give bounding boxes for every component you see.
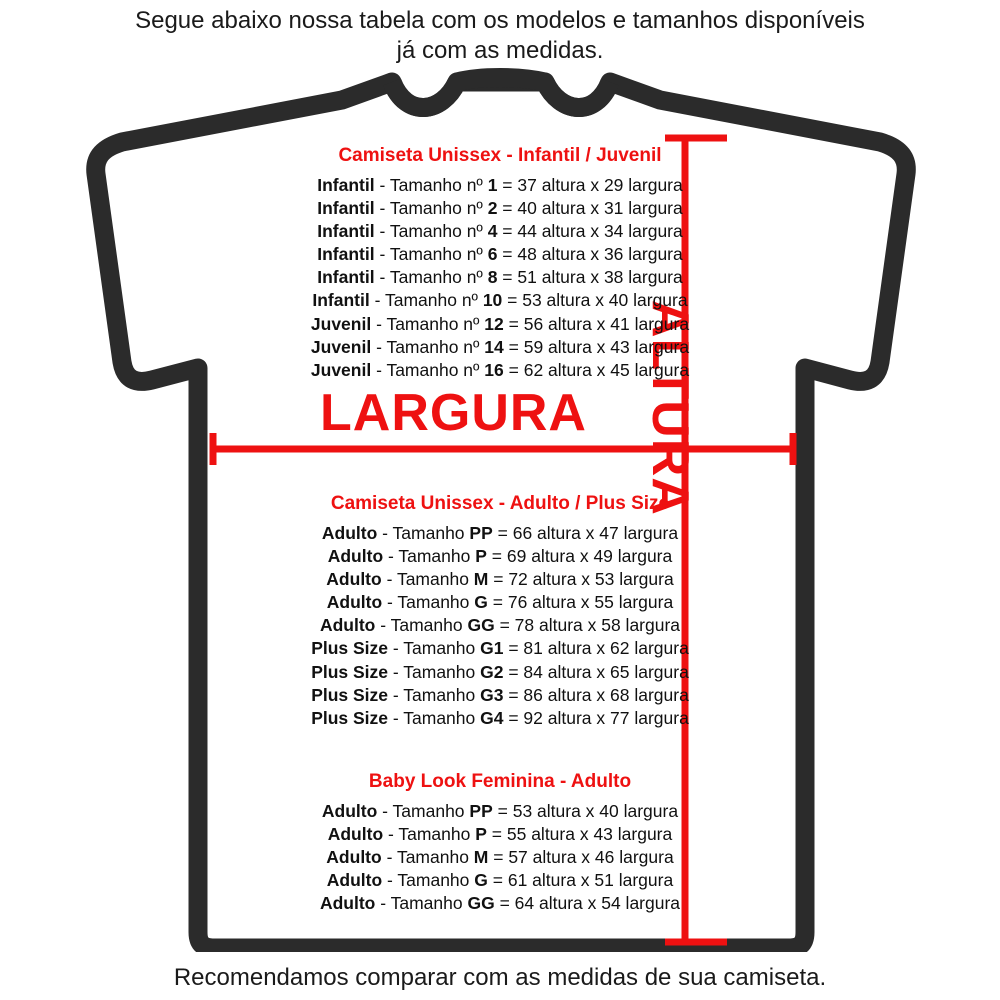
table-row: Infantil - Tamanho nº 4 = 44 altura x 34 largura [317, 221, 683, 242]
table-row: Adulto - Tamanho M = 57 altura x 46 largura [326, 847, 674, 868]
footer-note: Recomendamos comparar com as medidas de sua camiseta. [173, 964, 827, 991]
table-row: Infantil - Tamanho nº 1 = 37 altura x 29 largura [317, 175, 683, 195]
table-title: Camiseta Unissex - Adulto / Plus Size [330, 493, 670, 514]
page-title-line-1: Segue abaixo nossa tabela com os modelos e tamanhos disponíveis [135, 7, 865, 34]
table-row: Juvenil - Tamanho nº 12 = 56 altura x 41 largura [310, 313, 690, 334]
table-row: Adulto - Tamanho PP = 53 altura x 40 largura [321, 801, 679, 821]
table-row: Adulto - Tamanho GG = 64 altura x 54 largura [319, 893, 681, 914]
table-row: Juvenil - Tamanho nº 16 = 62 altura x 45 largura [310, 359, 690, 380]
table-row: Infantil - Tamanho nº 10 = 53 altura x 40 largura [312, 290, 688, 311]
table-row: Plus Size - Tamanho G3 = 86 altura x 68 largura [311, 684, 689, 705]
table-title: Camiseta Unissex - Infantil / Juvenil [338, 145, 662, 166]
table-rows [0, 174, 1000, 382]
table-row: Juvenil - Tamanho nº 14 = 59 altura x 43 largura [310, 336, 690, 357]
table-row: Plus Size - Tamanho G1 = 81 altura x 62 largura [311, 638, 689, 659]
table-title: Baby Look Feminina - Adulto [368, 771, 632, 792]
height-label: ALTURA [641, 300, 699, 516]
table-row: Plus Size - Tamanho G4 = 92 altura x 77 largura [311, 707, 689, 728]
size-table-baby-look-feminina [0, 771, 1000, 915]
table-row: Infantil - Tamanho nº 2 = 40 altura x 31 largura [317, 198, 683, 219]
table-row: Infantil - Tamanho nº 8 = 51 altura x 38 largura [317, 267, 683, 288]
table-row: Adulto - Tamanho G = 61 altura x 51 largura [326, 870, 674, 891]
table-row: Infantil - Tamanho nº 6 = 48 altura x 36 largura [317, 244, 683, 265]
table-row: Adulto - Tamanho P = 69 altura x 49 largura [327, 546, 673, 567]
size-table-adulto-plus-size [0, 493, 1000, 730]
page-title-line-2: já com as medidas. [396, 37, 604, 64]
table-row: Adulto - Tamanho M = 72 altura x 53 largura [326, 569, 674, 590]
table-rows [0, 800, 1000, 915]
table-row: Adulto - Tamanho P = 55 altura x 43 largura [327, 824, 673, 845]
size-table-infantil-juvenil [0, 145, 1000, 382]
width-label: LARGURA [320, 384, 587, 442]
table-row: Adulto - Tamanho PP = 66 altura x 47 largura [321, 523, 679, 543]
table-row: Adulto - Tamanho GG = 78 altura x 58 largura [319, 615, 681, 636]
page-title [0, 6, 1000, 66]
table-row: Plus Size - Tamanho G2 = 84 altura x 65 largura [311, 661, 689, 682]
table-rows [0, 522, 1000, 730]
table-row: Adulto - Tamanho G = 76 altura x 55 largura [326, 592, 674, 613]
